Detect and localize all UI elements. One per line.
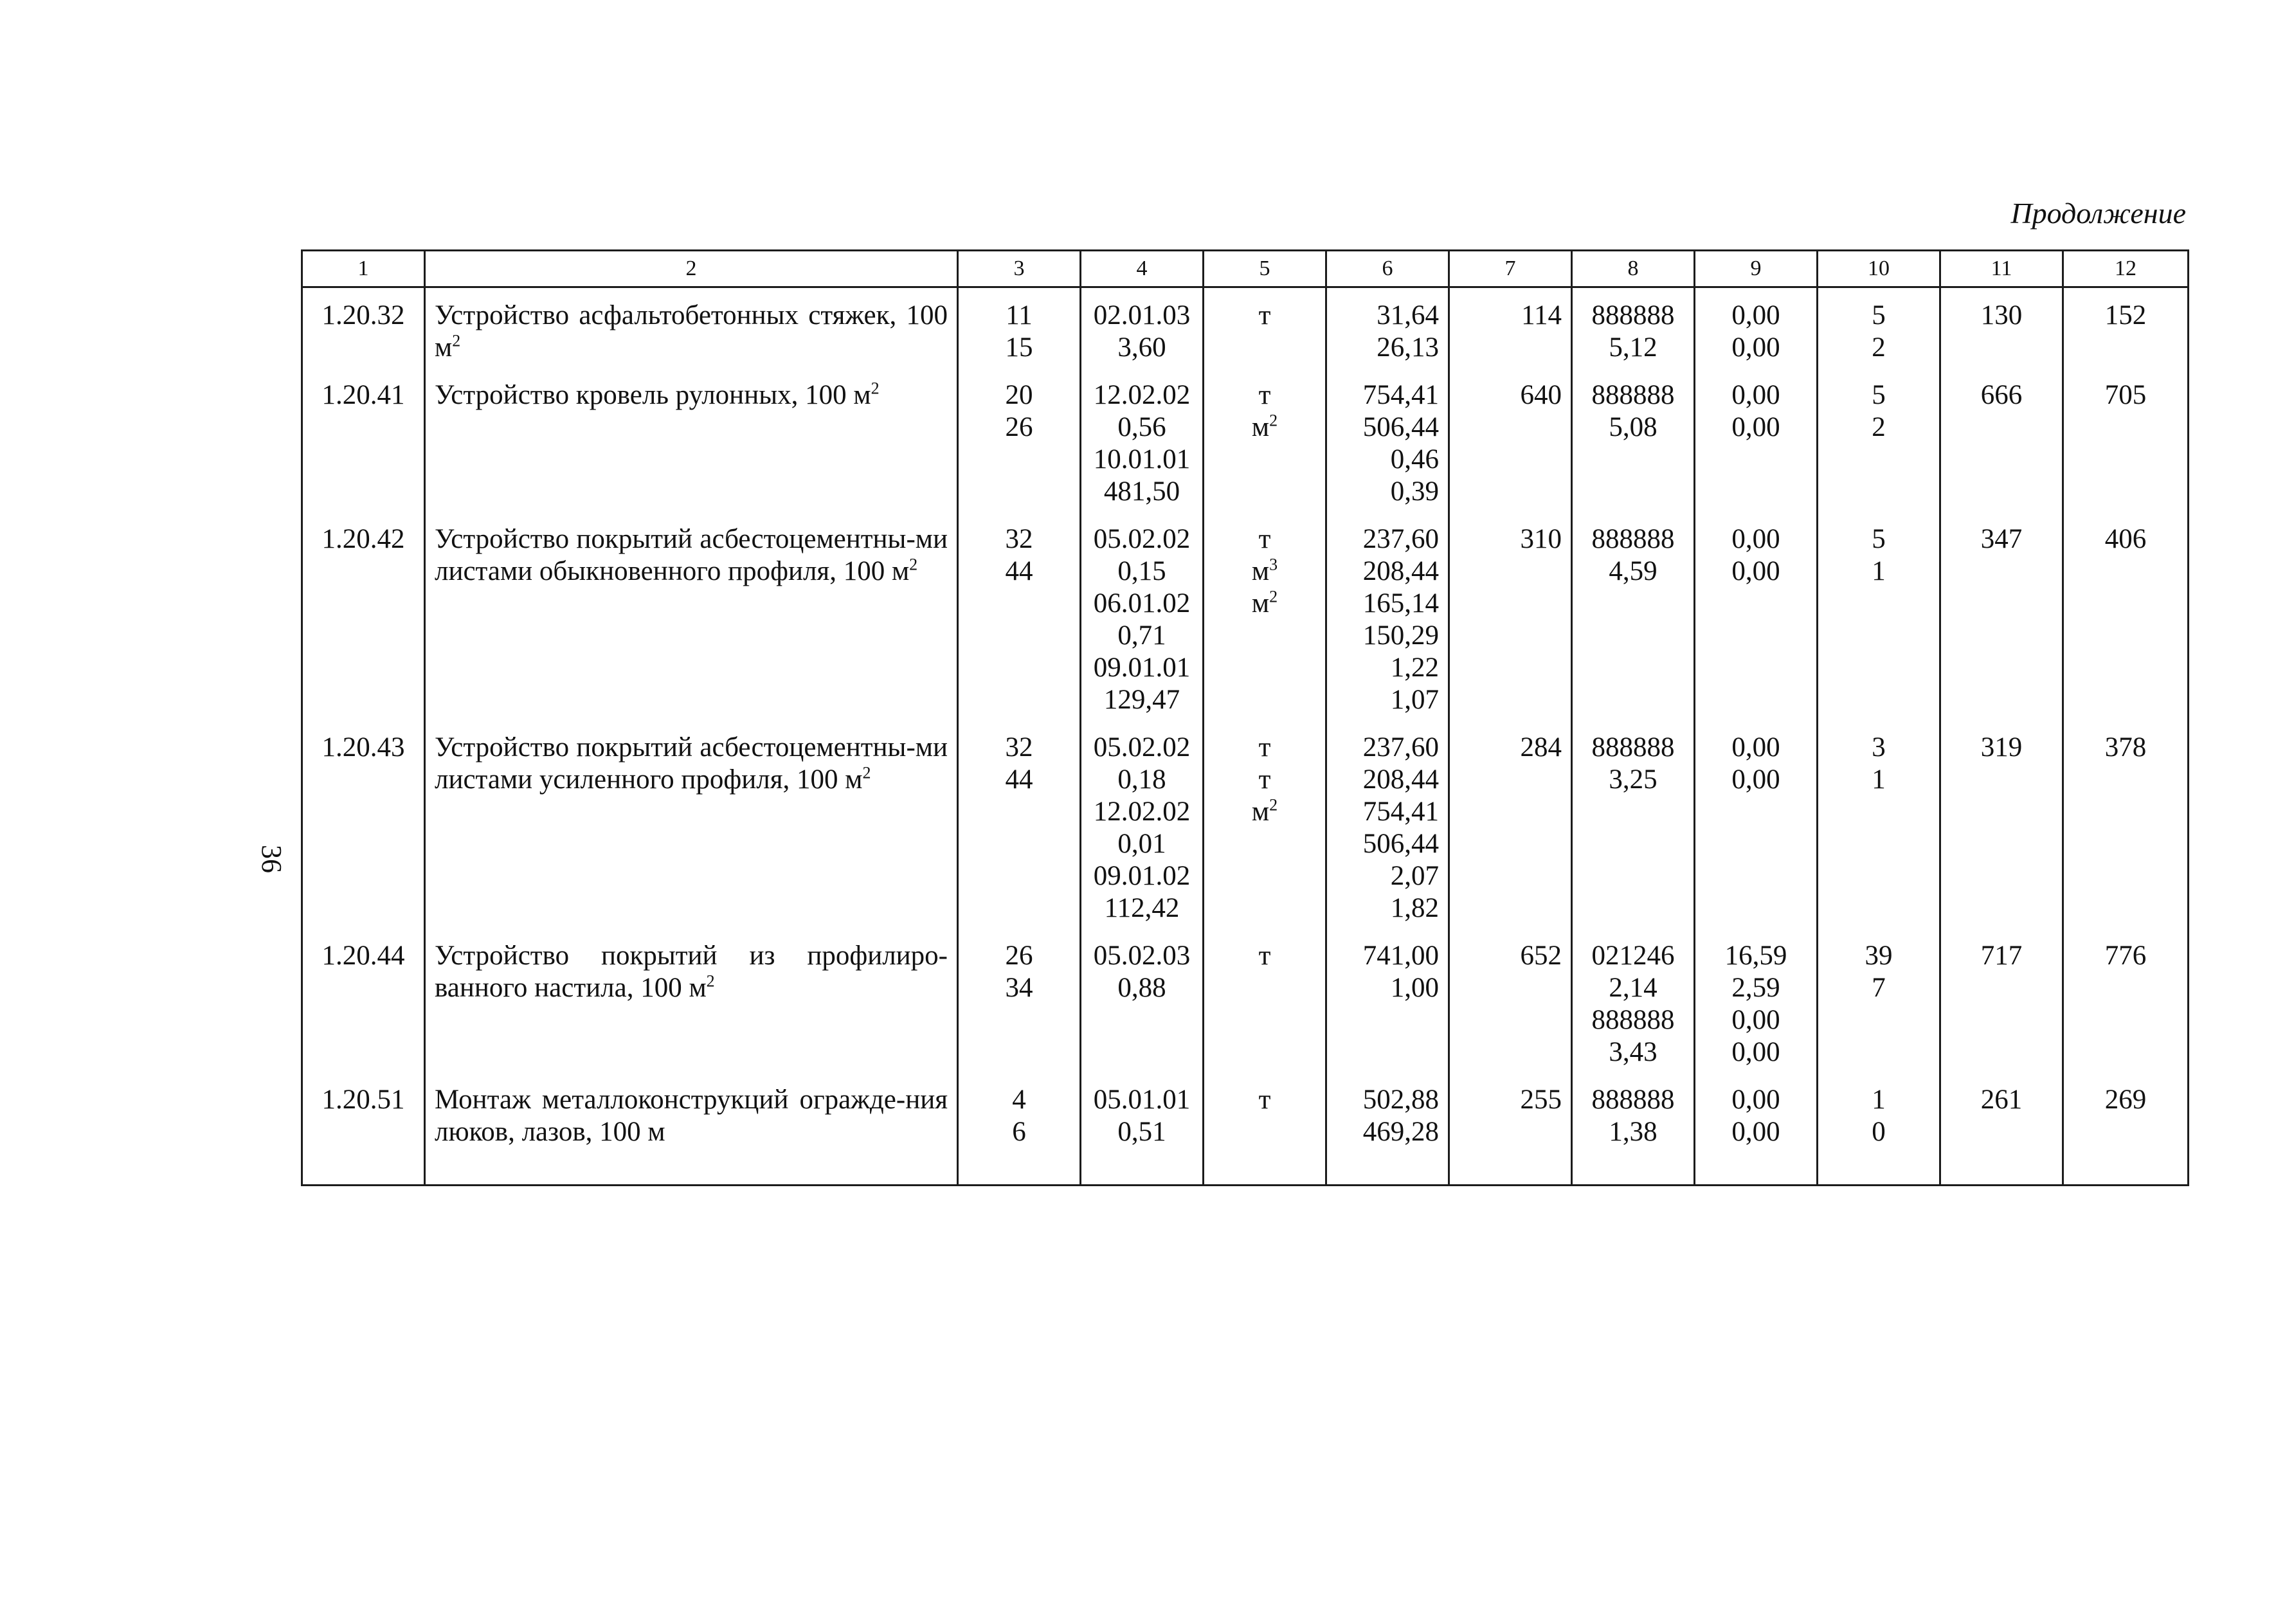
table-row — [302, 287, 2189, 368]
resource-code-qty: 05.01.01 — [1093, 1085, 1191, 1115]
price-values: 237,60 — [1362, 732, 1439, 762]
page-number: 36 — [256, 845, 287, 873]
col11-value: 347 — [1940, 512, 2063, 720]
resource-code-qty-cell — [1081, 287, 1204, 368]
unit-cell-cell — [1204, 720, 1326, 928]
price-values: 506,44 — [1362, 829, 1439, 859]
col9-values-cell — [1695, 512, 1818, 720]
col8-values: 021246 — [1591, 941, 1675, 971]
unit-exponent: 2 — [706, 971, 715, 991]
unit-exponent: 2 — [1269, 795, 1278, 815]
unit-exponent: 2 — [871, 379, 880, 398]
unit-exponent: 2 — [1269, 587, 1278, 606]
description-text: Устройство покрытий асбестоцементны-ми листами усиленного профиля, 100 м — [435, 732, 948, 795]
resource-code-qty: 0,51 — [1117, 1117, 1166, 1147]
price-values: 506,44 — [1362, 412, 1439, 442]
description-text: Устройство кровель рулонных, 100 м — [435, 380, 871, 410]
col9-values-cell — [1695, 287, 1818, 368]
col11-value: 666 — [1940, 368, 2063, 512]
price-values: 1,00 — [1390, 973, 1439, 1003]
column-header: 5 — [1204, 251, 1326, 287]
resource-code-qty-cell — [1081, 368, 1204, 512]
col3-values: 15 — [1005, 332, 1033, 363]
price-values-cell — [1326, 287, 1449, 368]
col8-values: 5,12 — [1609, 332, 1657, 363]
price-values: 0,46 — [1390, 444, 1439, 474]
unit-cell-cell — [1204, 368, 1326, 512]
col11-value: 717 — [1940, 928, 2063, 1072]
col10-values: 2 — [1872, 332, 1886, 363]
col12-value: 269 — [2063, 1072, 2189, 1186]
col8-values: 3,25 — [1609, 764, 1657, 795]
col9-values: 2,59 — [1731, 973, 1780, 1003]
description-text: Монтаж металлоконструкций огражде-ния люков, лазов, 100 м — [435, 1085, 948, 1147]
price-values-cell — [1326, 368, 1449, 512]
col9-values: 0,00 — [1731, 380, 1780, 410]
price-values: 26,13 — [1377, 332, 1439, 363]
item-code: 1.20.41 — [302, 368, 425, 512]
col9-values: 0,00 — [1731, 1085, 1780, 1115]
col3-values: 26 — [1005, 941, 1033, 971]
item-description — [425, 720, 958, 928]
col9-values: 0,00 — [1731, 412, 1780, 442]
col7-value: 310 — [1449, 512, 1572, 720]
price-values: 165,14 — [1362, 588, 1439, 618]
resource-code-qty-cell — [1081, 512, 1204, 720]
col12-value: 705 — [2063, 368, 2189, 512]
resource-code-qty: 112,42 — [1104, 893, 1180, 923]
unit-cell: $м^2$ — [1251, 587, 1278, 618]
price-values: 0,39 — [1390, 476, 1439, 507]
col10-values: 1 — [1872, 1085, 1886, 1115]
unit-cell: $м^2$ — [1251, 795, 1278, 827]
col3-values: 44 — [1005, 764, 1033, 795]
col3-values: 11 — [1006, 300, 1033, 330]
col8-values: 888888 — [1591, 380, 1675, 410]
col10-values: 2 — [1872, 412, 1886, 442]
col10-values: 0 — [1872, 1117, 1886, 1147]
price-values-cell — [1326, 928, 1449, 1072]
col12-value: 378 — [2063, 720, 2189, 928]
col10-values-cell — [1818, 368, 1940, 512]
resource-code-qty-cell — [1081, 720, 1204, 928]
col10-values: 1 — [1872, 764, 1886, 795]
item-description — [425, 1072, 958, 1186]
col9-values-cell — [1695, 1072, 1818, 1186]
table-row — [302, 512, 2189, 720]
col7-value: 652 — [1449, 928, 1572, 1072]
price-values: 1,82 — [1390, 893, 1439, 923]
resource-code-qty: 09.01.01 — [1093, 653, 1191, 683]
price-values: 150,29 — [1362, 620, 1439, 651]
price-values-cell — [1326, 1072, 1449, 1186]
col8-values-cell — [1572, 928, 1695, 1072]
col10-values: 5 — [1872, 524, 1886, 554]
col8-values-cell — [1572, 287, 1695, 368]
col11-value: 319 — [1940, 720, 2063, 928]
price-values: 1,07 — [1390, 685, 1439, 715]
unit-exponent: 2 — [452, 331, 461, 350]
col8-values-cell — [1572, 368, 1695, 512]
unit-cell: т — [1258, 941, 1271, 971]
col12-value: 406 — [2063, 512, 2189, 720]
col3-values: 20 — [1005, 380, 1033, 410]
col10-values: 5 — [1872, 380, 1886, 410]
price-values-cell — [1326, 720, 1449, 928]
price-values: 754,41 — [1362, 380, 1439, 410]
col3-values: 32 — [1005, 732, 1033, 762]
resource-code-qty: 12.02.02 — [1093, 797, 1191, 827]
resource-code-qty: 09.01.02 — [1093, 861, 1191, 891]
col3-values-cell — [958, 1072, 1081, 1186]
resource-code-qty: 0,56 — [1117, 412, 1166, 442]
item-code: 1.20.51 — [302, 1072, 425, 1186]
price-values: 208,44 — [1362, 764, 1439, 795]
col9-values-cell — [1695, 720, 1818, 928]
col9-values: 16,59 — [1724, 941, 1787, 971]
price-values: 1,22 — [1390, 653, 1439, 683]
col3-values: 34 — [1005, 973, 1033, 1003]
unit-cell-cell — [1204, 512, 1326, 720]
unit-cell: $м^2$ — [1251, 411, 1278, 442]
col8-values: 4,59 — [1609, 556, 1657, 586]
col8-values: 888888 — [1591, 732, 1675, 762]
resource-code-qty: 0,71 — [1117, 620, 1166, 651]
col3-values: 4 — [1012, 1085, 1026, 1115]
column-header: 2 — [425, 251, 958, 287]
col7-value: 284 — [1449, 720, 1572, 928]
col3-values: 44 — [1005, 556, 1033, 586]
resource-code-qty: 05.02.03 — [1093, 941, 1191, 971]
col3-values-cell — [958, 512, 1081, 720]
unit-cell: т — [1258, 732, 1271, 762]
col8-values: 888888 — [1591, 1005, 1675, 1035]
item-code: 1.20.42 — [302, 512, 425, 720]
resource-code-qty-cell — [1081, 1072, 1204, 1186]
col10-values-cell — [1818, 720, 1940, 928]
price-values: 741,00 — [1362, 941, 1439, 971]
col7-value: 255 — [1449, 1072, 1572, 1186]
unit-exponent: 3 — [1269, 555, 1278, 574]
col10-values: 1 — [1872, 556, 1886, 586]
price-values-cell — [1326, 512, 1449, 720]
col9-values: 0,00 — [1731, 1005, 1780, 1035]
unit-cell: т — [1258, 1085, 1271, 1115]
col3-values: 6 — [1012, 1117, 1026, 1147]
col8-values-cell — [1572, 512, 1695, 720]
unit-cell: т — [1258, 764, 1271, 795]
col9-values: 0,00 — [1731, 300, 1780, 330]
resource-code-qty: 10.01.01 — [1093, 444, 1191, 474]
table-body — [302, 287, 2189, 1186]
description-text: Устройство покрытий из профилиро-ванного настила, 100 м — [435, 941, 948, 1003]
column-header: 1 — [302, 251, 425, 287]
resource-code-qty: 05.02.02 — [1093, 732, 1191, 762]
price-values: 208,44 — [1362, 556, 1439, 586]
resource-code-qty: 06.01.02 — [1093, 588, 1191, 618]
col7-value: 640 — [1449, 368, 1572, 512]
col10-values-cell — [1818, 512, 1940, 720]
col11-value: 130 — [1940, 287, 2063, 368]
table-row — [302, 928, 2189, 1072]
resource-code-qty: 0,15 — [1117, 556, 1166, 586]
col8-values-cell — [1572, 1072, 1695, 1186]
resource-code-qty: 02.01.03 — [1093, 300, 1191, 330]
col8-values: 888888 — [1591, 300, 1675, 330]
col9-values: 0,00 — [1731, 524, 1780, 554]
table-row — [302, 368, 2189, 512]
col10-values: 39 — [1865, 941, 1893, 971]
price-values: 2,07 — [1390, 861, 1439, 891]
item-description — [425, 928, 958, 1072]
col9-values: 0,00 — [1731, 1117, 1780, 1147]
unit-cell: т — [1258, 380, 1271, 410]
resource-code-qty: 129,47 — [1103, 685, 1180, 715]
col8-values: 2,14 — [1609, 973, 1657, 1003]
column-header: 11 — [1940, 251, 2063, 287]
col3-values: 26 — [1005, 412, 1033, 442]
unit-cell-cell — [1204, 928, 1326, 1072]
price-table — [301, 249, 2189, 1186]
description-text: Устройство асфальтобетонных стяжек, 100 м — [435, 300, 948, 363]
item-description — [425, 368, 958, 512]
unit-cell: т — [1258, 300, 1271, 330]
unit-cell: $м^3$ — [1251, 555, 1278, 586]
resource-code-qty: 05.02.02 — [1093, 524, 1191, 554]
resource-code-qty: 0,18 — [1117, 764, 1166, 795]
resource-code-qty: 0,88 — [1117, 973, 1166, 1003]
column-header: 9 — [1695, 251, 1818, 287]
col7-value: 114 — [1449, 287, 1572, 368]
col10-values-cell — [1818, 287, 1940, 368]
col8-values: 5,08 — [1609, 412, 1657, 442]
col8-values: 888888 — [1591, 524, 1675, 554]
column-header: 4 — [1081, 251, 1204, 287]
price-values: 502,88 — [1362, 1085, 1439, 1115]
col8-values-cell — [1572, 720, 1695, 928]
col3-values-cell — [958, 368, 1081, 512]
item-code: 1.20.43 — [302, 720, 425, 928]
col9-values-cell — [1695, 368, 1818, 512]
unit-cell: т — [1258, 524, 1271, 554]
col3-values-cell — [958, 720, 1081, 928]
continuation-heading: Продолжение — [2010, 197, 2186, 230]
col10-values: 3 — [1872, 732, 1886, 762]
item-code: 1.20.32 — [302, 287, 425, 368]
table-row — [302, 1072, 2189, 1186]
column-header: 6 — [1326, 251, 1449, 287]
col9-values: 0,00 — [1731, 1037, 1780, 1067]
col3-values-cell — [958, 287, 1081, 368]
resource-code-qty: 3,60 — [1117, 332, 1166, 363]
item-code: 1.20.44 — [302, 928, 425, 1072]
col9-values: 0,00 — [1731, 732, 1780, 762]
table-row — [302, 720, 2189, 928]
unit-cell-cell — [1204, 287, 1326, 368]
column-header: 7 — [1449, 251, 1572, 287]
price-values: 469,28 — [1362, 1117, 1439, 1147]
unit-exponent: 2 — [1269, 411, 1278, 430]
col8-values: 1,38 — [1609, 1117, 1657, 1147]
description-text: Устройство покрытий асбестоцементны-ми листами обыкновенного профиля, 100 м — [435, 524, 948, 586]
col8-values: 888888 — [1591, 1085, 1675, 1115]
col9-values: 0,00 — [1731, 332, 1780, 363]
unit-exponent: 2 — [862, 763, 871, 782]
col11-value: 261 — [1940, 1072, 2063, 1186]
col9-values: 0,00 — [1731, 764, 1780, 795]
column-number-row — [302, 251, 2189, 287]
column-header: 3 — [958, 251, 1081, 287]
price-values: 754,41 — [1362, 797, 1439, 827]
col10-values-cell — [1818, 1072, 1940, 1186]
item-description — [425, 287, 958, 368]
col3-values: 32 — [1005, 524, 1033, 554]
col10-values-cell — [1818, 928, 1940, 1072]
col12-value: 152 — [2063, 287, 2189, 368]
col9-values: 0,00 — [1731, 556, 1780, 586]
column-header: 12 — [2063, 251, 2189, 287]
resource-code-qty: 12.02.02 — [1093, 380, 1191, 410]
col12-value: 776 — [2063, 928, 2189, 1072]
unit-exponent: 2 — [909, 555, 918, 574]
unit-cell-cell — [1204, 1072, 1326, 1186]
price-values: 31,64 — [1377, 300, 1439, 330]
col9-values-cell — [1695, 928, 1818, 1072]
col10-values: 5 — [1872, 300, 1886, 330]
resource-code-qty: 0,01 — [1117, 829, 1166, 859]
column-header: 10 — [1818, 251, 1940, 287]
resource-code-qty-cell — [1081, 928, 1204, 1072]
item-description — [425, 512, 958, 720]
price-values: 237,60 — [1362, 524, 1439, 554]
col8-values: 3,43 — [1609, 1037, 1657, 1067]
col3-values-cell — [958, 928, 1081, 1072]
col10-values: 7 — [1872, 973, 1886, 1003]
resource-code-qty: 481,50 — [1103, 476, 1180, 507]
column-header: 8 — [1572, 251, 1695, 287]
